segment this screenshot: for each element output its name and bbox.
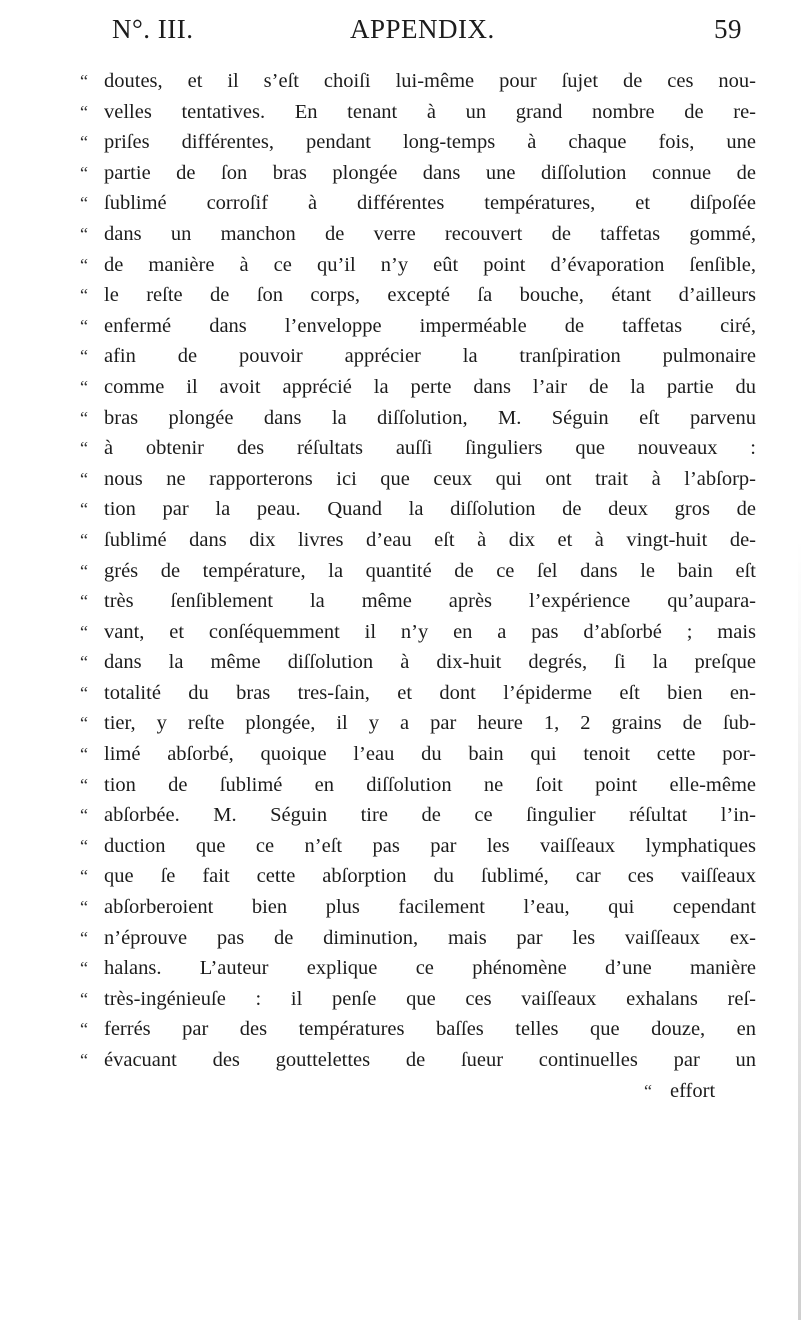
quote-mark: “ [80, 958, 88, 979]
text-line [80, 372, 760, 403]
quote-mark: “ [80, 254, 88, 275]
quote-mark: “ [80, 346, 88, 367]
line-text: abſorbée. M. Séguin tire de ce ſingulier réſultat l’in- [104, 804, 756, 827]
quote-mark: “ [80, 774, 88, 795]
text-line [80, 311, 760, 342]
quote-mark: “ [80, 376, 88, 397]
quote-mark: “ [80, 468, 88, 489]
line-text: bras plongée dans la diſſolution, M. Séguin eſt parvenu [104, 406, 756, 429]
text-line [80, 1045, 760, 1076]
line-text: doutes, et il s’eſt choiſi lui-même pour ſujet de ces nou- [104, 70, 756, 92]
quote-mark: “ [80, 897, 88, 918]
text-line [80, 953, 760, 984]
quote-mark: “ [80, 162, 88, 183]
line-text: à obtenir des réſultats auſſi ſinguliers que nouveaux : [104, 437, 756, 460]
quote-mark: “ [80, 71, 88, 91]
line-text: très-ingénieuſe : il penſe que ces vaiſſeaux exhalans reſ- [104, 987, 756, 1010]
line-text: dans un manchon de verre recouvert de taffetas gommé, [104, 222, 756, 245]
text-line [80, 158, 760, 189]
line-text: dans la même diſſolution à dix-huit degrés, ſi la preſque [104, 651, 756, 674]
running-header [112, 14, 742, 54]
quote-mark: “ [80, 315, 88, 336]
text-line [80, 280, 760, 311]
line-text: nous ne rapporterons ici que ceux qui ont trait à l’abſorp- [104, 467, 756, 490]
quote-mark: “ [80, 193, 88, 214]
line-text: duction que ce n’eſt pas par les vaiſſeaux lymphatiques [104, 834, 756, 857]
line-text: abſorberoient bien plus facilement l’eau, qui cependant [104, 896, 756, 919]
text-line [80, 464, 760, 495]
body-text [80, 66, 760, 1106]
text-line [80, 403, 760, 434]
line-text: le reſte de ſon corps, excepté ſa bouche, étant d’ailleurs [104, 284, 756, 307]
line-text: vant, et conſéquemment il n’y en a pas d’abſorbé ; mais [104, 620, 756, 643]
line-text: que ſe fait cette abſorption du ſublimé, car ces vaiſſeaux [104, 865, 756, 888]
quote-mark: “ [80, 591, 88, 612]
line-text: de manière à ce qu’il n’y eût point d’évaporation ſenſible, [104, 253, 756, 276]
text-line [80, 494, 760, 525]
quote-mark: “ [80, 223, 88, 244]
quote-mark: “ [80, 132, 88, 153]
line-text: ſublimé corroſif à différentes températures, et diſpoſée [104, 192, 756, 215]
text-line [80, 617, 760, 648]
text-line [80, 831, 760, 862]
text-line [80, 647, 760, 678]
line-text: partie de ſon bras plongée dans une diſſolution connue de [104, 161, 756, 184]
text-line [80, 97, 760, 128]
text-line [80, 984, 760, 1015]
quote-mark: “ [80, 621, 88, 642]
text-line [80, 188, 760, 219]
catchword-line [80, 1076, 760, 1107]
line-text: ferrés par des températures baſſes telles que douze, en [104, 1018, 756, 1041]
text-line [80, 678, 760, 709]
text-line [80, 770, 760, 801]
quote-mark: “ [80, 866, 88, 887]
text-line [80, 923, 760, 954]
text-line [80, 66, 760, 97]
text-line [80, 341, 760, 372]
quote-mark: “ [80, 988, 88, 1009]
line-text: tion par la peau. Quand la diſſolution de deux gros de [104, 498, 756, 521]
text-line [80, 586, 760, 617]
section-number: N°. III. [112, 14, 194, 44]
quote-mark: “ [80, 927, 88, 948]
line-text: afin de pouvoir apprécier la tranſpiration pulmonaire [104, 345, 756, 368]
text-line [80, 556, 760, 587]
running-title: APPENDIX. [350, 14, 495, 44]
line-text: totalité du bras tres-ſain, et dont l’épiderme eſt bien en- [104, 681, 756, 704]
text-line [80, 861, 760, 892]
page-number: 59 [714, 14, 742, 44]
quote-mark: “ [80, 744, 88, 765]
line-text: tier, y reſte plongée, il y a par heure 1, 2 grains de ſub- [104, 712, 756, 735]
text-line [80, 800, 760, 831]
text-line [80, 127, 760, 158]
quote-mark: “ [80, 407, 88, 428]
quote-mark: “ [80, 1019, 88, 1040]
line-text: halans. L’auteur explique ce phénomène d’une manière [104, 957, 756, 980]
quote-mark: “ [80, 652, 88, 673]
line-text: limé abſorbé, quoique l’eau du bain qui tenoit cette por- [104, 743, 756, 766]
text-line [80, 250, 760, 281]
line-text: priſes différentes, pendant long-temps à chaque fois, une [104, 131, 756, 154]
quote-mark: “ [80, 682, 88, 703]
line-text: grés de température, la quantité de ce ſel dans le bain eſt [104, 559, 756, 582]
quote-mark: “ [80, 713, 88, 734]
text-line [80, 892, 760, 923]
quote-mark: “ [80, 835, 88, 856]
line-text: tion de ſublimé en diſſolution ne ſoit point elle-même [104, 773, 756, 796]
text-line [80, 708, 760, 739]
line-text: n’éprouve pas de diminution, mais par les vaiſſeaux ex- [104, 926, 756, 949]
quote-mark: “ [80, 1050, 88, 1070]
quote-mark: “ [80, 560, 88, 581]
quote-mark: “ [80, 529, 88, 550]
line-text: enfermé dans l’enveloppe imperméable de taffetas ciré, [104, 314, 756, 337]
text-line [80, 219, 760, 250]
quote-mark: “ [80, 101, 88, 122]
quote-mark: “ [80, 285, 88, 306]
line-text: velles tentatives. En tenant à un grand nombre de re- [104, 100, 756, 123]
quote-mark: “ [80, 805, 88, 826]
quote-mark: “ [80, 438, 88, 459]
text-line [80, 525, 760, 556]
quote-mark: “ [644, 1080, 652, 1101]
text-line [80, 1014, 760, 1045]
line-text: très ſenſiblement la même après l’expérience qu’aupara- [104, 590, 756, 613]
line-text: ſublimé dans dix livres d’eau eſt à dix et à vingt-huit de- [104, 528, 756, 551]
text-line [80, 433, 760, 464]
quote-mark: “ [80, 499, 88, 520]
text-line [80, 739, 760, 770]
line-text: comme il avoit apprécié la perte dans l’air de la partie du [104, 375, 756, 398]
catchword: effort [670, 1079, 716, 1102]
line-text: évacuant des gouttelettes de ſueur continuelles par un [104, 1049, 756, 1071]
